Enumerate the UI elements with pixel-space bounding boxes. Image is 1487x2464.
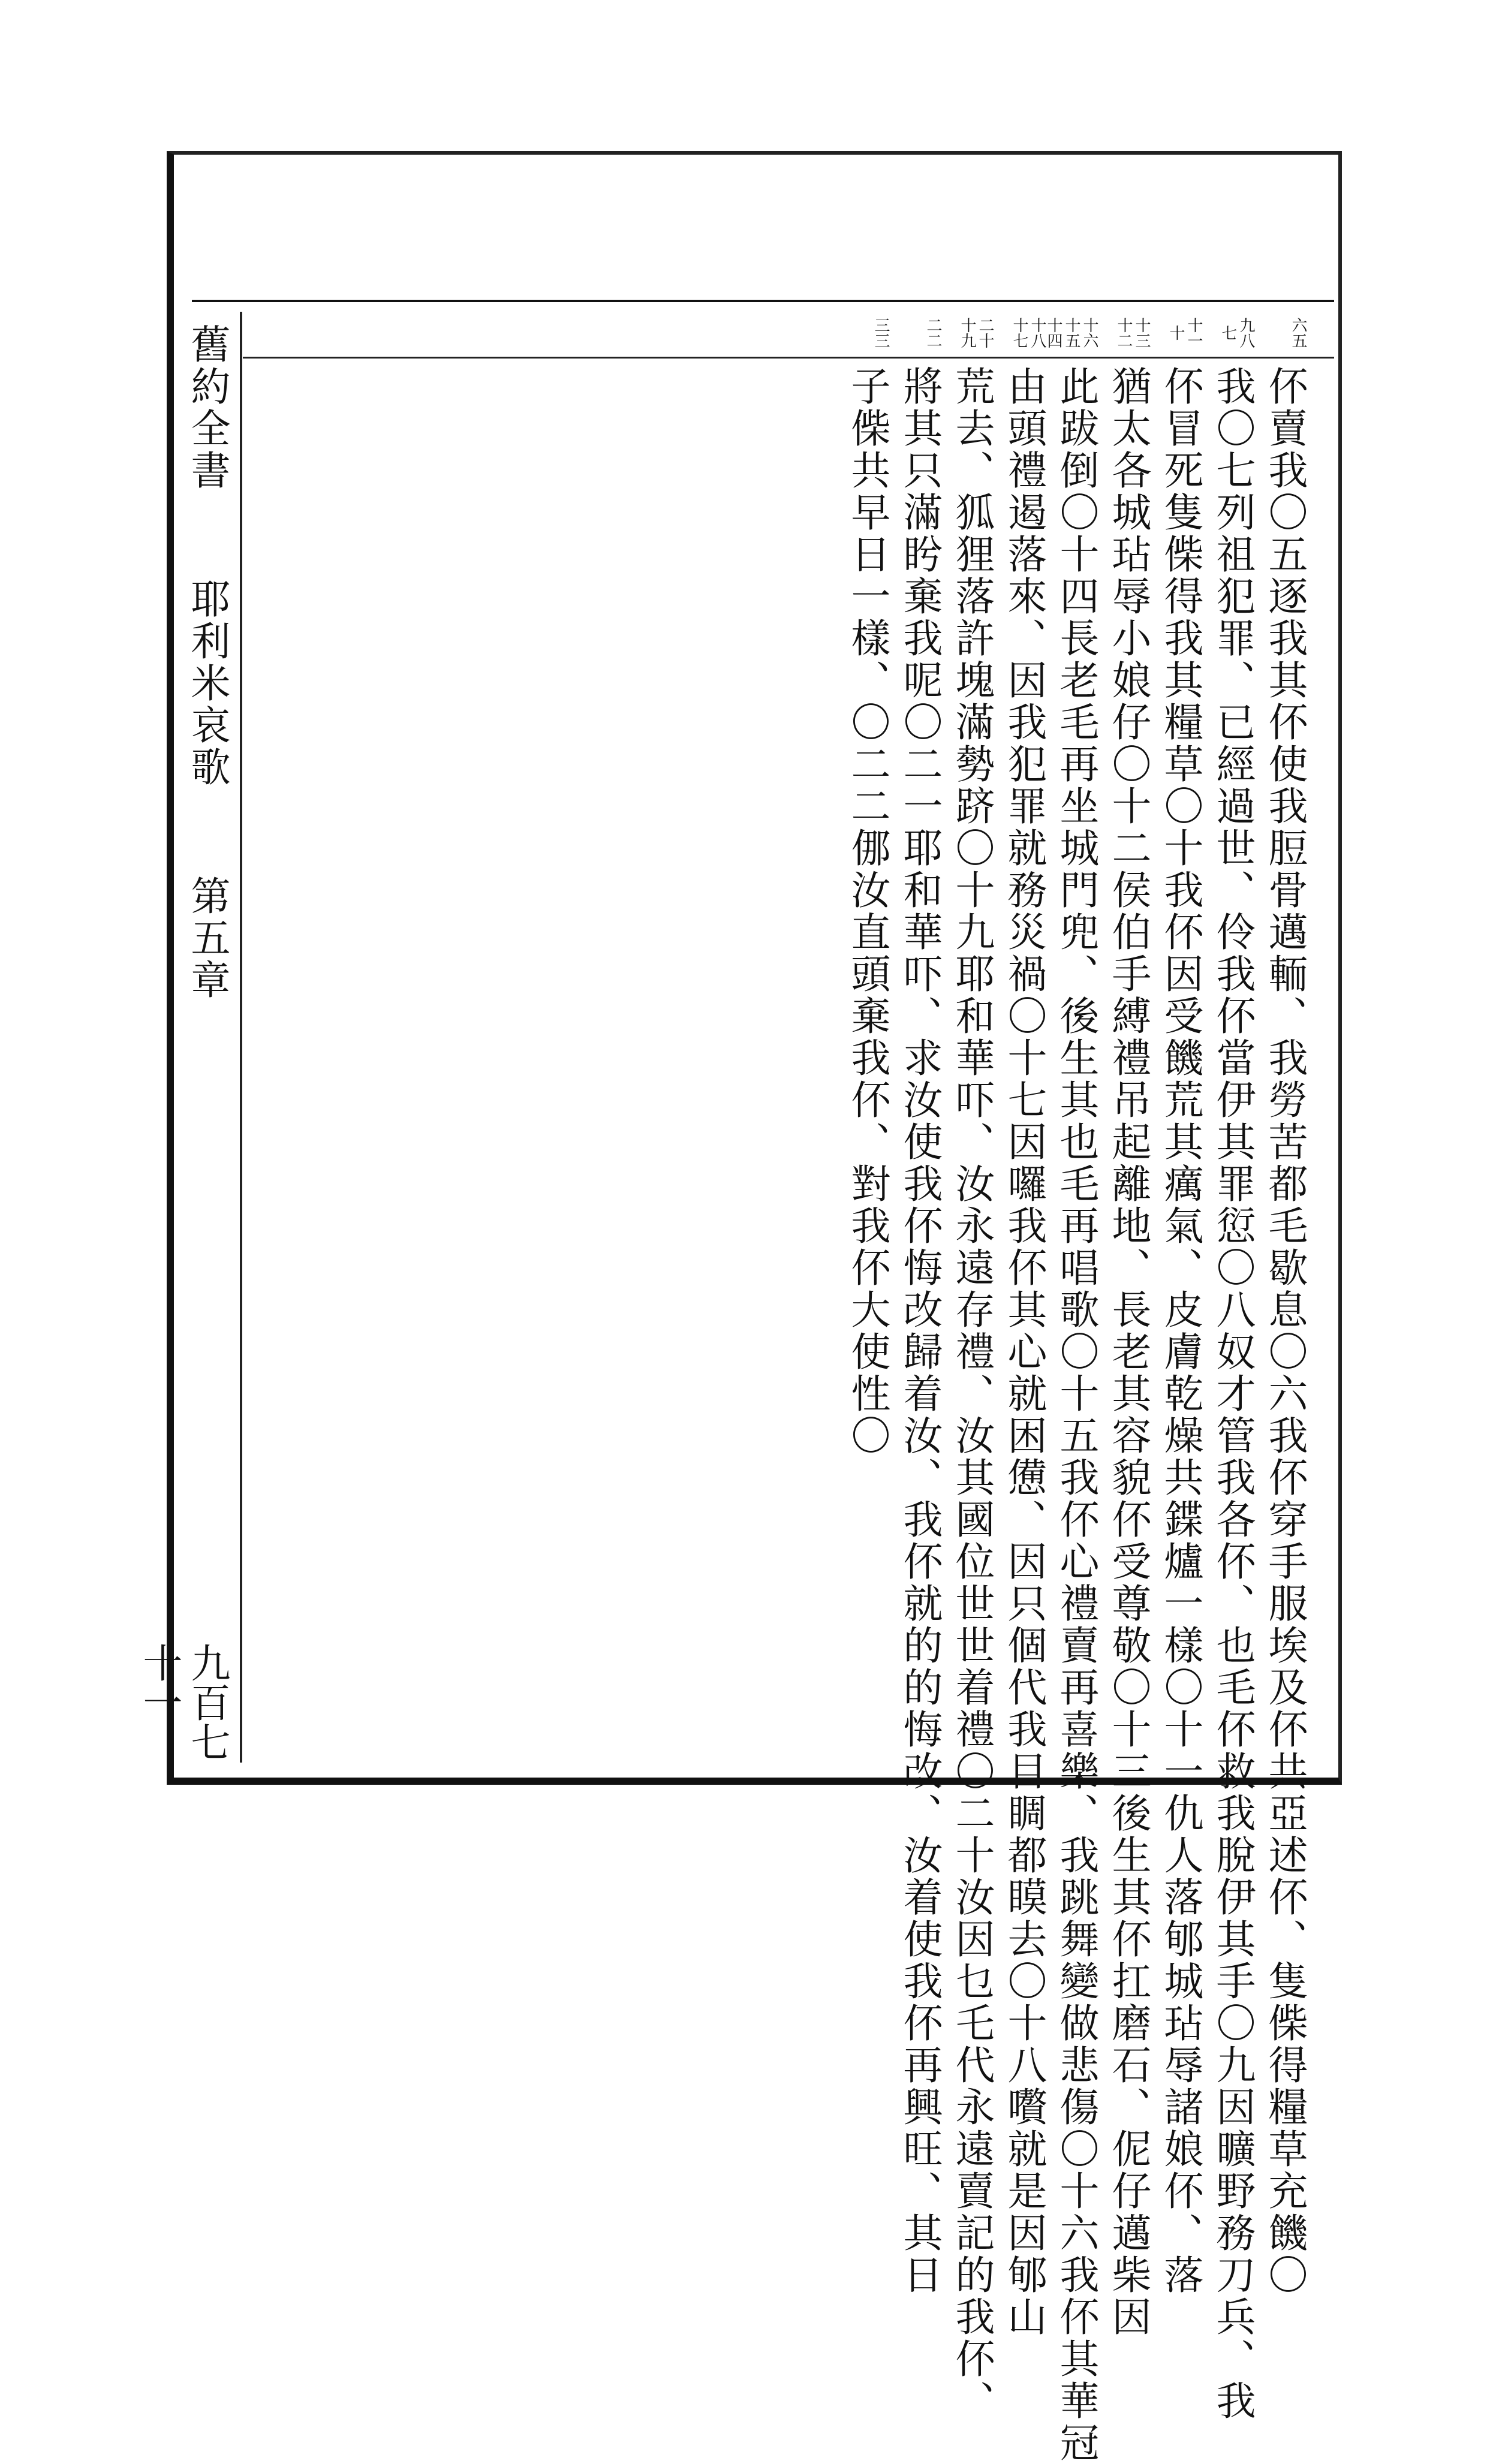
chapter-number: 第五章	[184, 875, 230, 1001]
verse-note: 十三十二	[1115, 317, 1151, 348]
text-column: 伓賣我〇五逐我其伓使我脰骨邁輀、我勞苦都毛歇息〇六我伓穿手服埃及伓共亞述伓、隻偨得糧草充饑〇	[1262, 366, 1308, 2296]
verse-number-row	[773, 312, 1313, 354]
verse-note: 二十十九	[958, 317, 994, 348]
page-number: 九百七十一	[136, 1643, 230, 1761]
verse-note: 二二	[924, 317, 942, 348]
verse-note: 六五	[1289, 317, 1307, 348]
book-title: 舊約全書	[184, 324, 230, 492]
verse-note: 三三	[872, 317, 890, 348]
text-column: 將其只滿盻棄我呢〇二一耶和華吓、求汝使我伓悔改歸着汝、我伓就的的悔改、汝着使我伓再興旺、其日	[896, 366, 943, 2296]
text-column: 荒去、狐狸落許塊滿勢跻〇十九耶和華吓、汝永遠存禮、汝其國位世世着禮〇二十汝因乜乇代永遠賣記的我伓、	[949, 366, 995, 2422]
text-column: 伓冒死隻偨得我其糧草〇十我伓因受饑荒其癘氣、皮膚乾燥共鍱爐一樣〇十一仇人落郇城玷辱諸娘伓、落	[1157, 366, 1203, 2296]
top-margin	[174, 155, 1338, 299]
side-rule	[240, 312, 242, 1763]
text-column: 我〇七列祖犯罪、已經過世、伶我伓當伊其罪愆〇八奴才管我各伓、也毛伓救我脫伊其手〇九因曠野務刀兵、我	[1209, 366, 1256, 2422]
running-head	[183, 324, 231, 1523]
verse-note: 十八十七	[1010, 317, 1046, 348]
notes-rule	[243, 357, 1334, 359]
text-column: 由頭禮遏落來、因我犯罪就務災禍〇十七因囉我伓其心就困憊、因只個代我目睭都瞙去〇十八嚽就是因郇山	[1001, 366, 1047, 2338]
text-column: 猶太各城玷辱小娘仔〇十二侯伯手縛禮吊起離地、長老其容貌伓受尊敬〇十三後生其伓扛磨石、伲仔邁柴因	[1105, 366, 1151, 2338]
chapter-title: 耶利米哀歌	[184, 578, 230, 788]
verse-note: 十一十	[1167, 317, 1203, 348]
verse-note: 九八七	[1219, 317, 1255, 348]
verse-note: 十六十五十四	[1044, 317, 1098, 348]
header-rule	[192, 300, 1334, 302]
text-column: 子偨共早日一樣、〇二二㑚汝直頭棄我伓、對我伓大使性〇	[844, 366, 890, 1457]
text-column: 此跋倒〇十四長老毛再坐城門兜、後生其也毛再唱歌〇十五我伓心禮賣再喜樂、我跳舞變做悲傷〇十六我伓其華冠	[1053, 366, 1099, 2464]
